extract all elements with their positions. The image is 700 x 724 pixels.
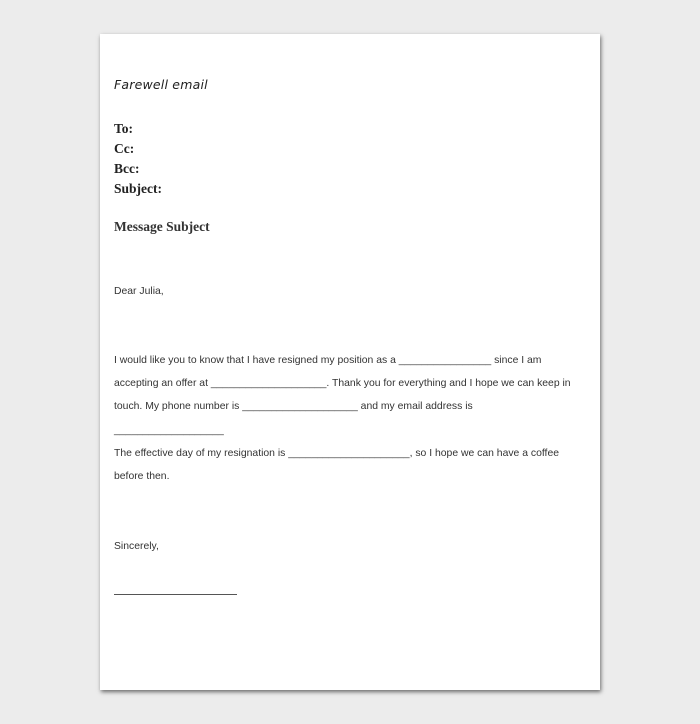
greeting: Dear Julia,: [114, 286, 164, 297]
to-field-label: To:: [114, 121, 134, 136]
body-paragraph-1: I would like you to know that I have resigned my position as a ________________ since I am accepting an offer at ____________________. Thank you for everything and I hope we can keep in touch. My phone number is ____________________ and my email address is ___________________: [114, 355, 571, 436]
closing: Sincerely,: [114, 541, 159, 552]
message-subject: Message Subject: [114, 219, 210, 234]
cc-field-label: Cc:: [114, 141, 135, 156]
body-paragraph-2: The effective day of my resignation is _____________________, so I hope we can have a coffee before then.: [114, 448, 560, 483]
email-header-fields: [114, 119, 162, 199]
bcc-field-label: Bcc:: [114, 161, 140, 176]
document-title: Farewell email: [114, 77, 208, 92]
document-page: [100, 34, 600, 690]
subject-field-label: Subject:: [114, 181, 162, 196]
signature-line: [114, 594, 237, 595]
